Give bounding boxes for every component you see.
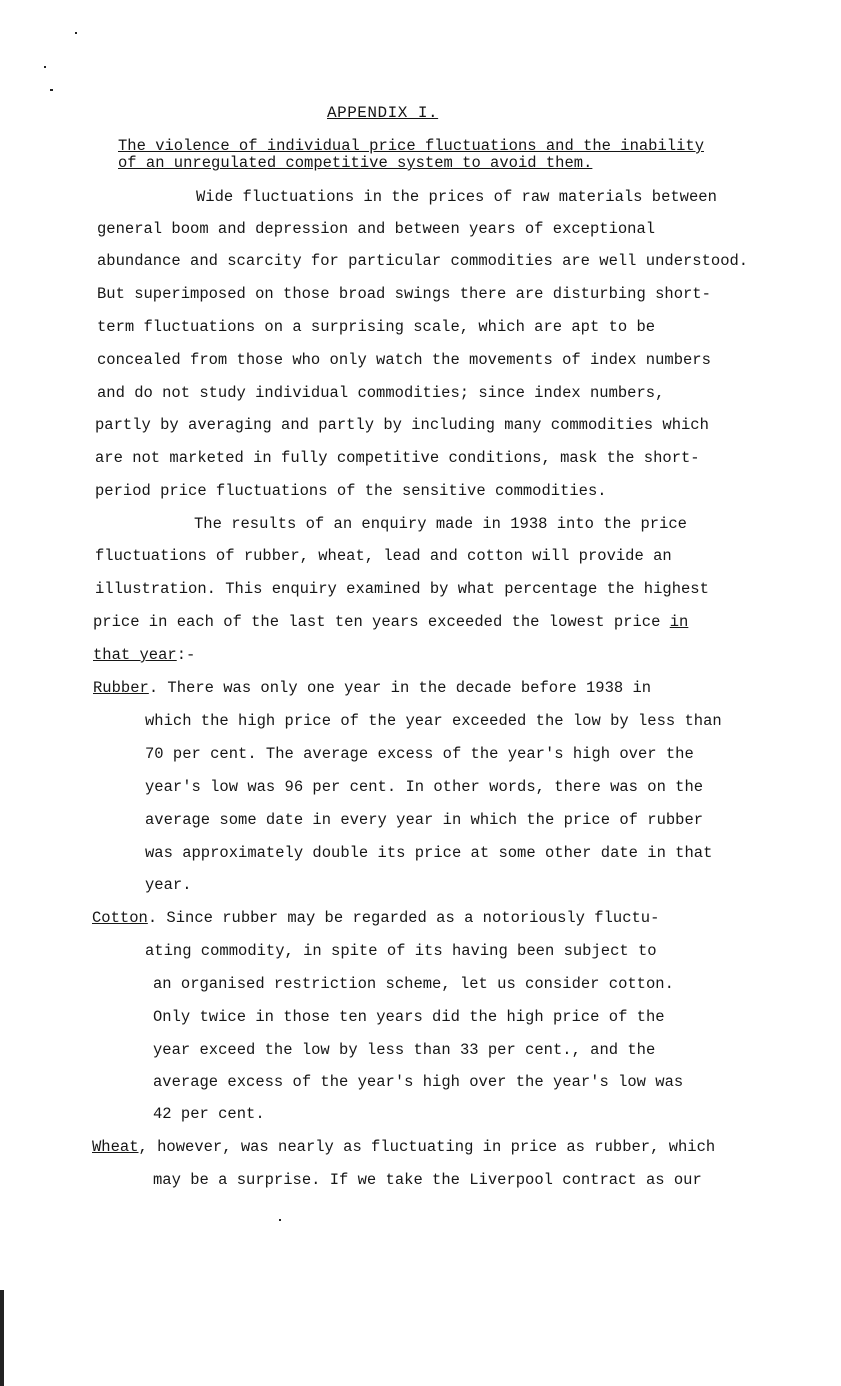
scan-speck: [75, 32, 77, 34]
para1-line: term fluctuations on a surprising scale, which are apt to be: [97, 318, 656, 336]
para2-line: fluctuations of rubber, wheat, lead and cotton will provide an: [95, 547, 672, 565]
scan-edge-mark: [0, 1290, 4, 1386]
rubber-line: which the high price of the year exceeded the low by less than: [145, 712, 722, 730]
subtitle-line-1: The violence of individual price fluctuations and the inability: [118, 137, 704, 155]
para1-line: and do not study individual commodities; since index numbers,: [97, 384, 665, 402]
para1-line: are not marketed in fully competitive conditions, mask the short-: [95, 449, 700, 467]
cotton-line: 42 per cent.: [153, 1105, 265, 1123]
cotton-heading-line: [92, 908, 659, 928]
rubber-line: year's low was 96 per cent. In other words, there was on the: [145, 778, 704, 796]
scan-speck: [44, 66, 46, 68]
rubber-line: average some date in every year in which the price of rubber: [145, 811, 704, 829]
cotton-heading: Cotton: [92, 909, 148, 927]
wheat-line: may be a surprise. If we take the Liverpool contract as our: [153, 1171, 702, 1189]
para2-line: [93, 645, 195, 665]
appendix-subtitle: [118, 138, 704, 172]
scan-speck: [279, 1219, 281, 1221]
para1-line: But superimposed on those broad swings there are disturbing short-: [97, 285, 711, 303]
wheat-heading-line: [92, 1137, 715, 1157]
rubber-heading-line: [93, 678, 651, 698]
underlined-in: in: [669, 613, 689, 631]
para2-line-text: price in each of the last ten years exceeded the lowest price: [93, 613, 661, 631]
rubber-heading: Rubber: [93, 679, 149, 697]
para2-line: [93, 612, 688, 632]
rubber-line: year.: [145, 876, 192, 894]
rubber-line: 70 per cent. The average excess of the year's high over the: [145, 745, 694, 763]
para1-line: general boom and depression and between years of exceptional: [97, 220, 656, 238]
para1-line: period price fluctuations of the sensitive commodities.: [95, 482, 607, 500]
para1-line: concealed from those who only watch the movements of index numbers: [97, 351, 711, 369]
para1-line: partly by averaging and partly by including many commodities which: [95, 416, 709, 434]
para2-line: illustration. This enquiry examined by what percentage the highest: [95, 580, 709, 598]
cotton-line: an organised restriction scheme, let us consider cotton.: [153, 975, 674, 993]
subtitle-line-2: of an unregulated competitive system to avoid them.: [118, 154, 593, 172]
para2-end: :-: [176, 646, 196, 664]
para2-line: The results of an enquiry made in 1938 into the price: [194, 515, 687, 533]
cotton-line: Only twice in those ten years did the high price of the: [153, 1008, 665, 1026]
rubber-line: was approximately double its price at some other date in that: [145, 844, 713, 862]
para1-line: abundance and scarcity for particular commodities are well understood.: [97, 252, 749, 270]
cotton-line: ating commodity, in spite of its having been subject to: [145, 942, 657, 960]
appendix-title: APPENDIX I.: [327, 104, 439, 122]
para1-line: Wide fluctuations in the prices of raw materials between: [196, 188, 717, 206]
cotton-line: year exceed the low by less than 33 per cent., and the: [153, 1041, 656, 1059]
underlined-that-year: that year: [93, 646, 177, 664]
scan-speck: [50, 89, 53, 91]
cotton-line: average excess of the year's high over the year's low was: [153, 1073, 684, 1091]
rubber-first-line: . There was only one year in the decade before 1938 in: [148, 679, 652, 697]
wheat-first-line: , however, was nearly as fluctuating in price as rubber, which: [138, 1138, 716, 1156]
wheat-heading: Wheat: [92, 1138, 139, 1156]
cotton-first-line: . Since rubber may be regarded as a notoriously fluctu-: [147, 909, 660, 927]
